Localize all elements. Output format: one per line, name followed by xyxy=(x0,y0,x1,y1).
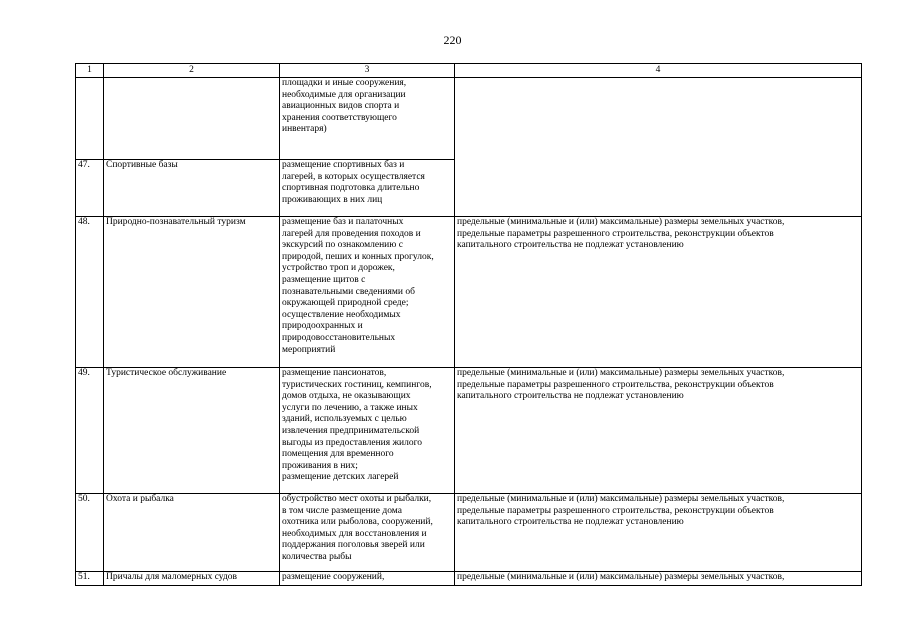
cell-number: 48. xyxy=(76,217,104,368)
table-row xyxy=(76,368,862,494)
cell-description: площадки и иные сооружения, необходимые для организации авиационных видов спорта и хранения соответствующего инвентаря) xyxy=(280,78,455,160)
table-header-row xyxy=(76,64,862,78)
cell-description: размещение баз и палаточных лагерей для проведения походов и экскурсий по ознакомлению с природой, пеших и конных прогулок, устройство троп и дорожек, размещение щитов с познавательными сведениями об окружающей природной среде; осуществление необходимых природоохранных и природовосстановительных мероприятий xyxy=(280,217,455,368)
column-header-number: 1 xyxy=(76,64,104,78)
cell-name: Причалы для маломерных судов xyxy=(104,572,280,586)
land-use-table xyxy=(75,63,862,586)
cell-name xyxy=(104,78,280,160)
cell-description: размещение пансионатов, туристических гостиниц, кемпингов, домов отдыха, не оказывающих услуги по лечению, а также иных зданий, используемых с целью извлечения предпринимательской выгоды из предоставления жилого помещения для временного проживания в них; размещение детских лагерей xyxy=(280,368,455,494)
cell-name: Охота и рыбалка xyxy=(104,494,280,572)
column-header-parameters: 4 xyxy=(455,64,862,78)
cell-number: 49. xyxy=(76,368,104,494)
page-number: 220 xyxy=(443,33,462,47)
cell-parameters: предельные (минимальные и (или) максимальные) размеры земельных участков, xyxy=(455,572,862,586)
column-header-description: 3 xyxy=(280,64,455,78)
column-header-name: 2 xyxy=(104,64,280,78)
table-row xyxy=(76,217,862,368)
cell-parameters: предельные (минимальные и (или) максимальные) размеры земельных участков, предельные параметры разрешенного строительства, реконструкции объектов капитального строительства не подлежат установлению xyxy=(455,368,862,494)
cell-parameters: предельные (минимальные и (или) максимальные) размеры земельных участков, предельные параметры разрешенного строительства, реконструкции объектов капитального строительства не подлежат установлению xyxy=(455,494,862,572)
cell-number: 47. xyxy=(76,160,104,217)
cell-parameters: предельные (минимальные и (или) максимальные) размеры земельных участков, предельные параметры разрешенного строительства, реконструкции объектов капитального строительства не подлежат установлению xyxy=(455,217,862,368)
cell-number xyxy=(76,78,104,160)
cell-description: обустройство мест охоты и рыбалки, в том числе размещение дома охотника или рыболова, сооружений, необходимых для восстановления и поддержания поголовья зверей или количества рыбы xyxy=(280,494,455,572)
cell-description: размещение сооружений, xyxy=(280,572,455,586)
cell-name: Природно-познавательный туризм xyxy=(104,217,280,368)
cell-number: 50. xyxy=(76,494,104,572)
cell-number: 51. xyxy=(76,572,104,586)
cell-name: Спортивные базы xyxy=(104,160,280,217)
cell-parameters-merged xyxy=(455,78,862,217)
cell-name: Туристическое обслуживание xyxy=(104,368,280,494)
table-row-continuation xyxy=(76,78,862,160)
table-row xyxy=(76,572,862,586)
cell-description: размещение спортивных баз и лагерей, в которых осуществляется спортивная подготовка длительно проживающих в них лиц xyxy=(280,160,455,217)
table-row xyxy=(76,494,862,572)
